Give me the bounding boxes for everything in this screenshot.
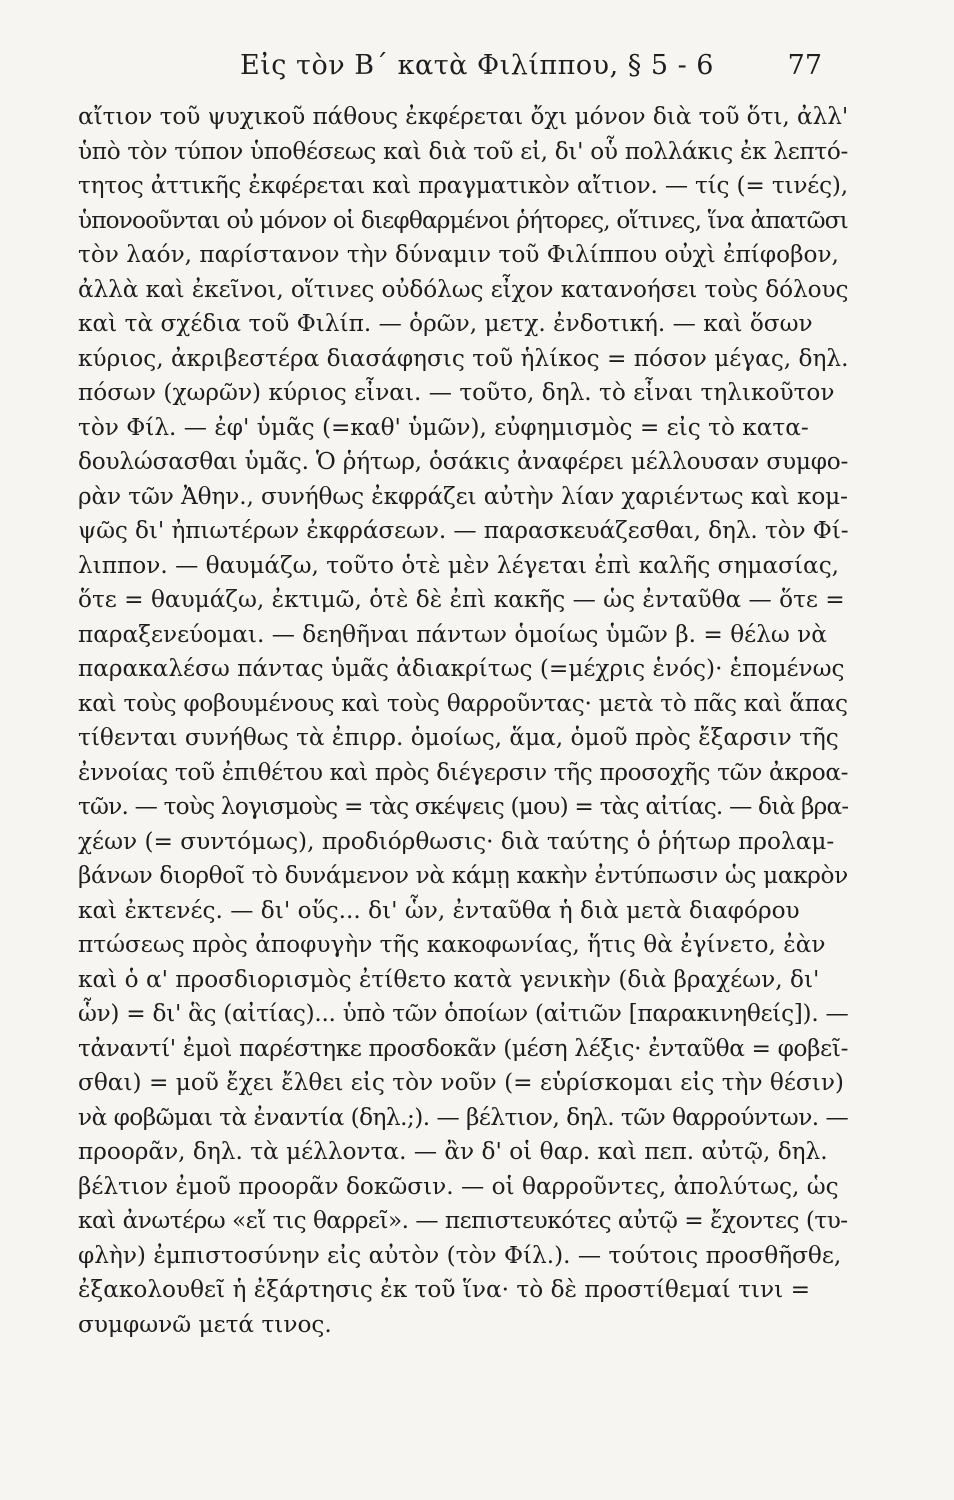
text-line: τίθενται συνήθως τὰ ἐπιρρ. ὁμοίως, ἅμα, ὁμοῦ πρὸς ἔξαρσιν τῆς [78, 724, 839, 751]
text-line: βάνων διορθοῖ τὸ δυνάμενον νὰ κάμῃ κακὴν ἐντύπωσιν ὡς μακρὸν [78, 862, 848, 889]
text-line: καὶ τὰ σχέδια τοῦ Φιλίπ. — ὁρῶν, μετχ. ἐνδοτική. — καὶ ὅσων [78, 310, 813, 337]
text-line: σθαι) = μοῦ ἔχει ἔλθει εἰς τὸν νοῦν (= εὑρίσκομαι εἰς τὴν θέσιν) [78, 1069, 844, 1096]
text-line: φλὴν) ἐμπιστοσύνην εἰς αὐτὸν (τὸν Φίλ.). — τούτοις προσθῆσθε, [78, 1241, 842, 1269]
text-line: λιππον. — θαυμάζω, τοῦτο ὁτὲ μὲν λέγεται ἐπὶ καλῆς σημασίας, [78, 551, 840, 579]
text-line: πόσων (χωρῶν) κύριος εἶναι. — τοῦτο, δηλ. τὸ εἶναι τηλικοῦτον [78, 379, 835, 406]
text-line: ὧν) = δι' ἃς (αἰτίας)... ὑπὸ τῶν ὁποίων (αἰτιῶν [παρακινηθείς]). — [78, 1000, 848, 1027]
commentary-text [78, 100, 848, 1342]
text-line: καὶ ἐκτενές. — δι' οὕς... δι' ὧν, ἐνταῦθα ἡ διὰ μετὰ διαφόρου [78, 896, 800, 924]
text-line: ρὰν τῶν Ἀθην., συνήθως ἐκφράζει αὐτὴν λίαν χαριέντως καὶ κομ- [78, 482, 848, 510]
text-line: τῶν. — τοὺς λογισμοὺς = τὰς σκέψεις (μου) = τὰς αἰτίας. — διὰ βρα- [78, 793, 848, 820]
page-number: 77 [787, 50, 822, 81]
text-line: παραξενεύομαι. — δεηθῆναι πάντων ὁμοίως ὑμῶν β. = θέλω νὰ [78, 620, 827, 648]
text-line: καὶ ὁ α' προσδιορισμὸς ἐτίθετο κατὰ γενικὴν (διὰ βραχέων, δι' [78, 965, 820, 993]
text-line: αἴτιον τοῦ ψυχικοῦ πάθους ἐκφέρεται ὄχι μόνον διὰ τοῦ ὅτι, ἀλλ' [78, 103, 848, 130]
text-line: συμφωνῶ μετά τινος. [78, 1310, 332, 1338]
text-line: ἐξακολουθεῖ ἡ ἐξάρτησις ἐκ τοῦ ἵνα· τὸ δὲ προστίθεμαί τινι = [78, 1276, 811, 1303]
text-line: καὶ ἀνωτέρω «εἴ τις θαρρεῖ». — πεπιστευκότες αὐτῷ = ἔχοντες (τυ- [78, 1207, 848, 1234]
page-header [0, 50, 954, 90]
text-line: ὑπονοοῦνται οὐ μόνον οἱ διεφθαρμένοι ῥήτορες, οἵτινες, ἵνα ἀπατῶσι [78, 206, 848, 234]
text-line: καὶ τοὺς φοβουμένους καὶ τοὺς θαρροῦντας· μετὰ τὸ πᾶς καὶ ἅπας [78, 689, 848, 717]
text-line: πτώσεως πρὸς ἀποφυγὴν τῆς κακοφωνίας, ἥτις θὰ ἐγίνετο, ἐὰν [78, 931, 826, 958]
text-line: χέων (= συντόμως), προδιόρθωσις· διὰ ταύτης ὁ ῥήτωρ προλαμ- [78, 827, 835, 855]
text-line: δουλώσασθαι ὑμᾶς. Ὁ ῥήτωρ, ὁσάκις ἀναφέρει μέλλουσαν συμφο- [78, 448, 848, 475]
running-title: Εἰς τὸν Β΄ κατὰ Φιλίππου, § 5 - 6 [240, 50, 714, 81]
text-line: παρακαλέσω πάντας ὑμᾶς ἀδιακρίτως (=μέχρις ἑνός)· ἑπομένως [78, 655, 845, 682]
text-line: τὸν λαόν, παρίστανον τὴν δύναμιν τοῦ Φιλίππου οὐχὶ ἐπίφοβον, [78, 241, 839, 268]
text-line: ἐννοίας τοῦ ἐπιθέτου καὶ πρὸς διέγερσιν τῆς προσοχῆς τῶν ἀκροα- [78, 758, 848, 786]
text-line: βέλτιον ἐμοῦ προορᾶν δοκῶσιν. — οἱ θαρροῦντες, ἀπολύτως, ὡς [78, 1172, 839, 1200]
text-line: νὰ φοβῶμαι τὰ ἐναντία (δηλ.;). — βέλτιον, δηλ. τῶν θαρρούντων. — [78, 1103, 848, 1131]
text-line: ὅτε = θαυμάζω, ἐκτιμῶ, ὁτὲ δὲ ἐπὶ κακῆς — ὡς ἐνταῦθα — ὅτε = [78, 586, 845, 613]
text-line: προορᾶν, δηλ. τὰ μέλλοντα. — ἂν δ' οἱ θαρ. καὶ πεπ. αὐτῷ, δηλ. [78, 1138, 828, 1165]
text-line: τἀναντί' ἐμοὶ παρέστηκε προσδοκᾶν (μέση λέξις· ἐνταῦθα = φοβεῖ- [78, 1034, 848, 1062]
text-line: τητος ἀττικῆς ἐκφέρεται καὶ πραγματικὸν αἴτιον. — τίς (= τινές), [78, 172, 848, 199]
text-line: κύριος, ἀκριβεστέρα διασάφησις τοῦ ἡλίκος = πόσον μέγας, δηλ. [78, 344, 848, 372]
text-line: τὸν Φίλ. — ἐφ' ὑμᾶς (=καθ' ὑμῶν), εὐφημισμὸς = εἰς τὸ κατα- [78, 413, 809, 441]
text-line: ἀλλὰ καὶ ἐκεῖνοι, οἵτινες οὐδόλως εἶχον κατανοήσει τοὺς δόλους [78, 275, 848, 303]
text-line: ὑπὸ τὸν τύπον ὑποθέσεως καὶ διὰ τοῦ εἰ, δι' οὗ πολλάκις ἐκ λεπτό- [78, 137, 848, 165]
text-line: ψῶς δι' ἠπιωτέρων ἐκφράσεων. — παρασκευάζεσθαι, δηλ. τὸν Φί- [78, 517, 848, 544]
